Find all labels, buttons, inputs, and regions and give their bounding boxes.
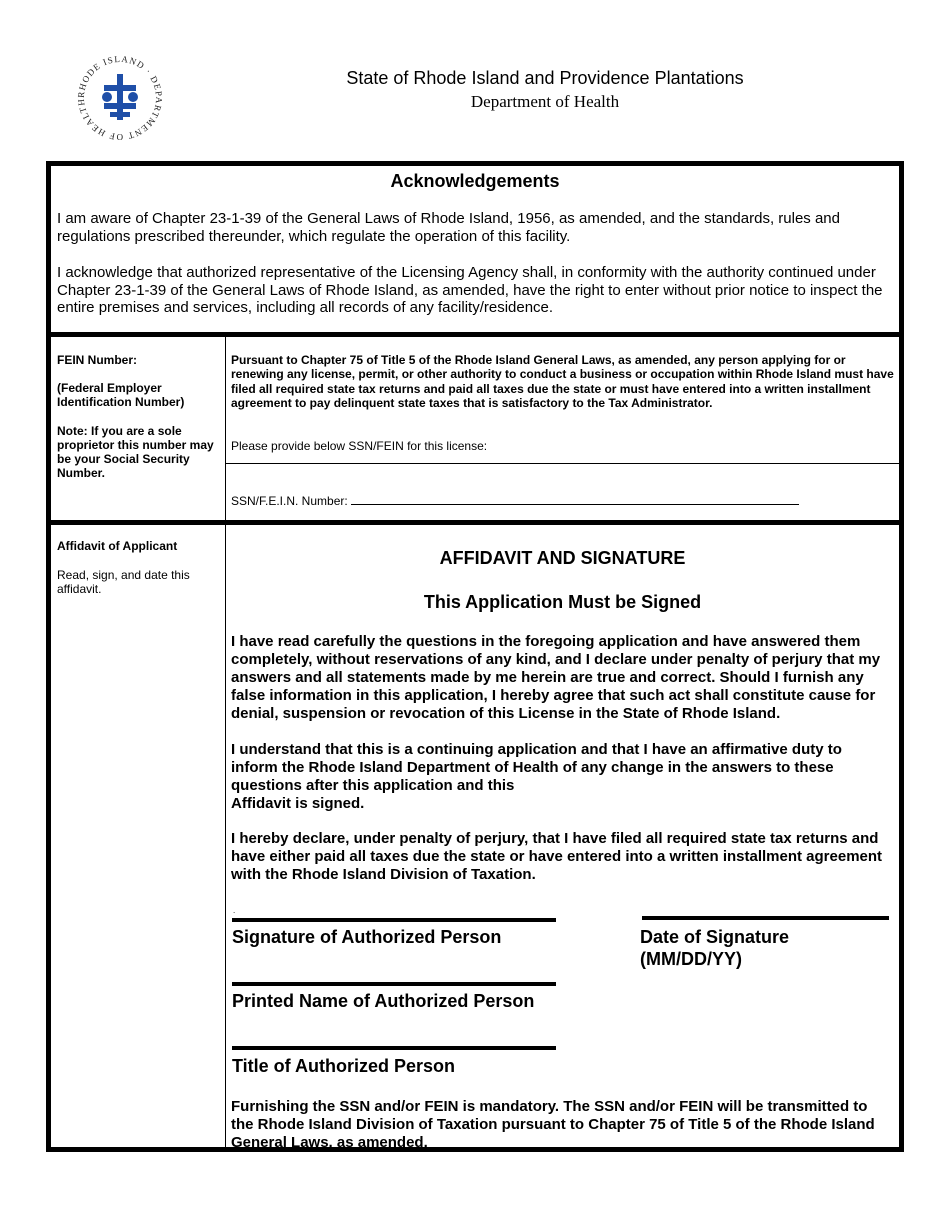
affidavit-paragraph-3: I hereby declare, under penalty of perjury, that I have filed all required state tax returns and have either paid all taxes due the state or have entered into a written installment agreement with the Rhode Island Division of Taxation. [231,830,883,883]
date-label [640,926,789,970]
section-divider [51,520,899,525]
form-frame [46,161,904,1152]
affidavit-side-title: Affidavit of Applicant [57,539,178,553]
affidavit-subheading: This Application Must be Signed [423,592,702,612]
affidavit-paragraph-2 [231,741,891,813]
acknowledgements-title: Acknowledgements [390,171,560,191]
affidavit-side-instructions: Read, sign, and date this affidavit. [57,568,190,596]
column-divider [225,337,226,1152]
seal-lettering: RHODE ISLAND · DEPARTMENT OF HEALTH [75,53,165,143]
state-title: State of Rhode Island and Providence Plantations [346,68,744,88]
mandatory-disclosure-note: Furnishing the SSN and/or FEIN is mandatory. The SSN and/or FEIN will be transmitted to the Rhode Island Division of Taxation pursuant to Chapter 75 of Title 5 of the Rhode Island General Laws, as amended. [231,1098,875,1151]
printed-name-label: Printed Name of Authorized Person [232,991,535,1011]
printed-name-line[interactable] [232,982,556,986]
acknowledgement-paragraph-2: I acknowledge that authorized representative of the Licensing Agency shall, in conformity with the authority continued under Chapter 23-1-39 of the General Laws of Rhode Island, as amended, have the right to enter without prior notice to inspect the entire premises and services, including all records of any facility/residence. [57,264,883,316]
title-line[interactable] [232,1046,556,1050]
date-label-line-1: Date of Signature [640,927,790,947]
tax-statement: Pursuant to Chapter 75 of Title 5 of the Rhode Island General Laws, as amended, any person applying for or renewing any license, permit, or other authority to conduct a business or occupation within Rhode Island must have filed all required state tax returns and paid all taxes due the state or must have entered into a written installment agreement to pay delinquent state taxes that is satisfactory to the Tax Administrator. [231,353,894,410]
title-label: Title of Authorized Person [232,1056,456,1076]
date-label-line-2: (MM/DD/YY) [640,949,742,969]
fein-note: Note: If you are a sole proprietor this number may be your Social Security Number. [57,424,214,480]
date-line[interactable] [642,916,889,920]
department-of-health-seal [74,52,166,144]
signature-label: Signature of Authorized Person [232,927,502,947]
stray-dot: . [233,906,236,915]
ssn-field-row [231,493,799,508]
affidavit-heading: AFFIDAVIT AND SIGNATURE [439,548,686,568]
affidavit-paragraph-1: I have read carefully the questions in the foregoing application and have answered them completely, without reservations of any kind, and I declare under penalty of perjury that my answers and all statements made by me herein are true and correct. Should I furnish any false information in this application, I hereby agree that such act shall constitute cause for denial, suspension or revocation of this License in the State of Rhode Island. [231,633,881,722]
ssn-input-line[interactable] [351,493,799,505]
signature-line[interactable] [232,918,556,922]
affidavit-paragraph-2-body: I understand that this is a continuing application and that I have an affirmative duty to inform the Rhode Island Department of Health of any change in the answers to these questions after this application and this [231,741,842,794]
section-divider [51,332,899,337]
ssn-prompt: Please provide below SSN/FEIN for this license: [231,439,488,453]
acknowledgement-paragraph-1: I am aware of Chapter 23-1-39 of the General Laws of Rhode Island, 1956, as amended, and the standards, rules and regulations prescribed thereunder, which regulate the operation of this facility. [57,210,840,245]
ssn-field-label: SSN/F.E.I.N. Number: [231,494,348,508]
fein-expansion: (Federal Employer Identification Number) [57,381,185,409]
fein-divider [226,463,899,464]
affidavit-paragraph-2-end: Affidavit is signed. [231,795,365,812]
fein-label: FEIN Number: [57,353,138,367]
department-subtitle: Department of Health [470,92,620,111]
